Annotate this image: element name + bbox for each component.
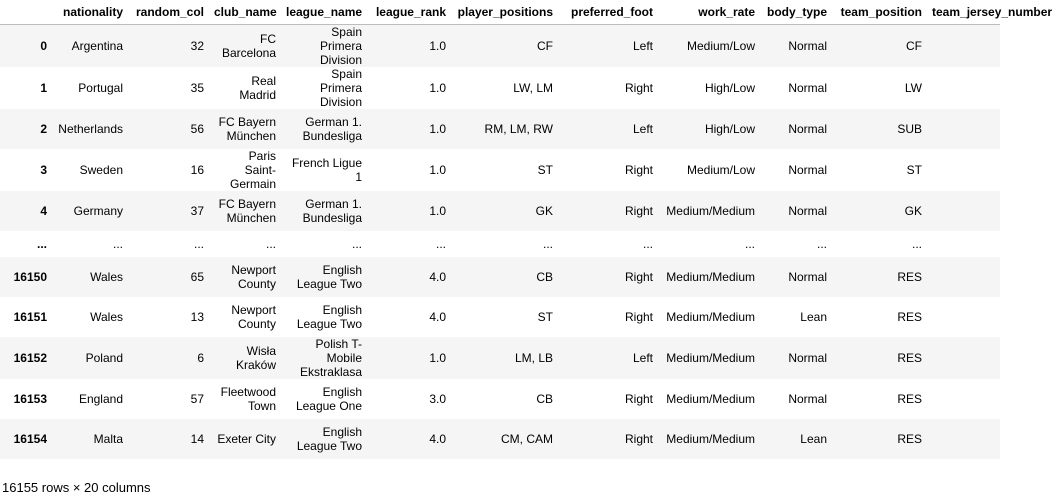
- table-cell: England: [52, 379, 128, 419]
- table-cell: CF: [451, 25, 558, 68]
- row-index: 16152: [0, 337, 52, 379]
- table-cell: Paris Saint-Germain: [209, 149, 281, 191]
- table-cell: Medium/Low: [658, 149, 760, 191]
- table-cell: Polish T-Mobile Ekstraklasa: [281, 337, 367, 379]
- table-cell: Right: [558, 257, 658, 297]
- table-cell: ST: [451, 297, 558, 337]
- table-row: [0, 379, 1000, 419]
- table-cell: Poland: [52, 337, 128, 379]
- table-body: [0, 25, 1000, 460]
- table-cell: [927, 25, 1000, 68]
- column-header: player_positions: [451, 0, 558, 25]
- table-cell: Newport County: [209, 257, 281, 297]
- table-cell: Normal: [760, 109, 832, 149]
- table-cell: ...: [367, 231, 451, 257]
- table-cell: Exeter City: [209, 419, 281, 459]
- table-cell: 3.0: [367, 379, 451, 419]
- row-index: ...: [0, 231, 52, 257]
- table-cell: 13: [128, 297, 209, 337]
- table-cell: Normal: [760, 149, 832, 191]
- table-cell: 4.0: [367, 419, 451, 459]
- table-cell: Sweden: [52, 149, 128, 191]
- row-index: 16150: [0, 257, 52, 297]
- table-cell: RES: [832, 297, 927, 337]
- table-cell: FC Bayern München: [209, 191, 281, 231]
- table-cell: Real Madrid: [209, 67, 281, 109]
- column-header: team_jersey_number: [927, 0, 1000, 25]
- table-cell: Wales: [52, 297, 128, 337]
- table-cell: Lean: [760, 419, 832, 459]
- table-cell: Malta: [52, 419, 128, 459]
- column-header: preferred_foot: [558, 0, 658, 25]
- table-cell: FC Barcelona: [209, 25, 281, 68]
- table-cell: 1.0: [367, 337, 451, 379]
- table-cell: ...: [558, 231, 658, 257]
- table-cell: ...: [209, 231, 281, 257]
- table-row: [0, 419, 1000, 459]
- table-cell: RES: [832, 379, 927, 419]
- table-cell: German 1. Bundesliga: [281, 191, 367, 231]
- table-cell: ...: [832, 231, 927, 257]
- table-cell: Medium/Low: [658, 25, 760, 68]
- table-cell: ...: [451, 231, 558, 257]
- table-cell: [927, 149, 1000, 191]
- table-cell: [927, 191, 1000, 231]
- table-cell: Wisła Kraków: [209, 337, 281, 379]
- table-cell: [927, 257, 1000, 297]
- table-cell: 65: [128, 257, 209, 297]
- row-index: 2: [0, 109, 52, 149]
- table-cell: 14: [128, 419, 209, 459]
- table-cell: Germany: [52, 191, 128, 231]
- table-cell: Normal: [760, 67, 832, 109]
- table-cell: 6: [128, 337, 209, 379]
- table-cell: 56: [128, 109, 209, 149]
- table-cell: Right: [558, 297, 658, 337]
- table-row: [0, 297, 1000, 337]
- row-index: 1: [0, 67, 52, 109]
- table-cell: Normal: [760, 191, 832, 231]
- table-cell: FC Bayern München: [209, 109, 281, 149]
- table-cell: CF: [832, 25, 927, 68]
- table-cell: Right: [558, 149, 658, 191]
- table-cell: 1.0: [367, 25, 451, 68]
- table-row: [0, 191, 1000, 231]
- column-header: body_type: [760, 0, 832, 25]
- table-cell: [927, 297, 1000, 337]
- column-header: work_rate: [658, 0, 760, 25]
- table-cell: Spain Primera Division: [281, 25, 367, 68]
- table-cell: Left: [558, 337, 658, 379]
- table-cell: 35: [128, 67, 209, 109]
- table-row: [0, 109, 1000, 149]
- table-cell: ...: [760, 231, 832, 257]
- header-row: [0, 0, 1000, 25]
- table-cell: Medium/Medium: [658, 191, 760, 231]
- table-cell: 1.0: [367, 191, 451, 231]
- table-cell: English League One: [281, 379, 367, 419]
- row-index: 4: [0, 191, 52, 231]
- table-cell: 4.0: [367, 297, 451, 337]
- table-cell: Left: [558, 25, 658, 68]
- table-cell: 32: [128, 25, 209, 68]
- column-header: team_position: [832, 0, 927, 25]
- table-cell: CB: [451, 257, 558, 297]
- table-cell: Normal: [760, 25, 832, 68]
- table-cell: English League Two: [281, 419, 367, 459]
- table-cell: 57: [128, 379, 209, 419]
- column-header: random_col: [128, 0, 209, 25]
- table-cell: Fleetwood Town: [209, 379, 281, 419]
- table-cell: Newport County: [209, 297, 281, 337]
- table-cell: RES: [832, 337, 927, 379]
- table-cell: Medium/Medium: [658, 419, 760, 459]
- table-cell: Right: [558, 419, 658, 459]
- table-cell: [927, 379, 1000, 419]
- table-cell: 37: [128, 191, 209, 231]
- table-cell: ...: [658, 231, 760, 257]
- table-cell: LM, LB: [451, 337, 558, 379]
- row-index: 3: [0, 149, 52, 191]
- dataframe-shape: 16155 rows × 20 columns: [2, 480, 151, 495]
- table-cell: 1.0: [367, 67, 451, 109]
- table-row: [0, 257, 1000, 297]
- row-index: 16151: [0, 297, 52, 337]
- table-cell: Normal: [760, 379, 832, 419]
- table-cell: Spain Primera Division: [281, 67, 367, 109]
- table-cell: [927, 231, 1000, 257]
- table-cell: ST: [451, 149, 558, 191]
- table-cell: Medium/Medium: [658, 297, 760, 337]
- table-cell: ST: [832, 149, 927, 191]
- table-row: [0, 149, 1000, 191]
- row-index: 0: [0, 25, 52, 68]
- table-cell: Right: [558, 67, 658, 109]
- table-cell: [927, 419, 1000, 459]
- table-cell: Normal: [760, 257, 832, 297]
- table-cell: German 1. Bundesliga: [281, 109, 367, 149]
- table-cell: Right: [558, 379, 658, 419]
- table-cell: High/Low: [658, 109, 760, 149]
- table-cell: Normal: [760, 337, 832, 379]
- table-cell: Wales: [52, 257, 128, 297]
- table-cell: ...: [281, 231, 367, 257]
- table-cell: Left: [558, 109, 658, 149]
- table-cell: Portugal: [52, 67, 128, 109]
- column-header: nationality: [52, 0, 128, 25]
- table-cell: [927, 337, 1000, 379]
- table-cell: GK: [832, 191, 927, 231]
- table-cell: ...: [128, 231, 209, 257]
- row-index: 16154: [0, 419, 52, 459]
- table-cell: LW: [832, 67, 927, 109]
- table-cell: ...: [52, 231, 128, 257]
- table-cell: GK: [451, 191, 558, 231]
- column-header: club_name: [209, 0, 281, 25]
- table-cell: English League Two: [281, 257, 367, 297]
- table-cell: Medium/Medium: [658, 379, 760, 419]
- table-cell: Lean: [760, 297, 832, 337]
- table-row: [0, 67, 1000, 109]
- table-cell: Netherlands: [52, 109, 128, 149]
- table-cell: RES: [832, 257, 927, 297]
- table-cell: Medium/Medium: [658, 257, 760, 297]
- table-cell: High/Low: [658, 67, 760, 109]
- index-header: [0, 0, 52, 25]
- table-cell: Argentina: [52, 25, 128, 68]
- table-cell: 1.0: [367, 149, 451, 191]
- table-cell: [927, 109, 1000, 149]
- table-cell: Right: [558, 191, 658, 231]
- table-cell: Medium/Medium: [658, 337, 760, 379]
- row-index: 16153: [0, 379, 52, 419]
- table-cell: 4.0: [367, 257, 451, 297]
- table-cell: French Ligue 1: [281, 149, 367, 191]
- column-header: league_name: [281, 0, 367, 25]
- ellipsis-row: [0, 231, 1000, 257]
- table-cell: CB: [451, 379, 558, 419]
- table-row: [0, 25, 1000, 68]
- table-cell: 1.0: [367, 109, 451, 149]
- table-row: [0, 337, 1000, 379]
- table-cell: LW, LM: [451, 67, 558, 109]
- table-cell: [927, 67, 1000, 109]
- table-cell: SUB: [832, 109, 927, 149]
- table-cell: RES: [832, 419, 927, 459]
- table-cell: CM, CAM: [451, 419, 558, 459]
- column-header: league_rank: [367, 0, 451, 25]
- table-cell: RM, LM, RW: [451, 109, 558, 149]
- table-cell: 16: [128, 149, 209, 191]
- table-cell: English League Two: [281, 297, 367, 337]
